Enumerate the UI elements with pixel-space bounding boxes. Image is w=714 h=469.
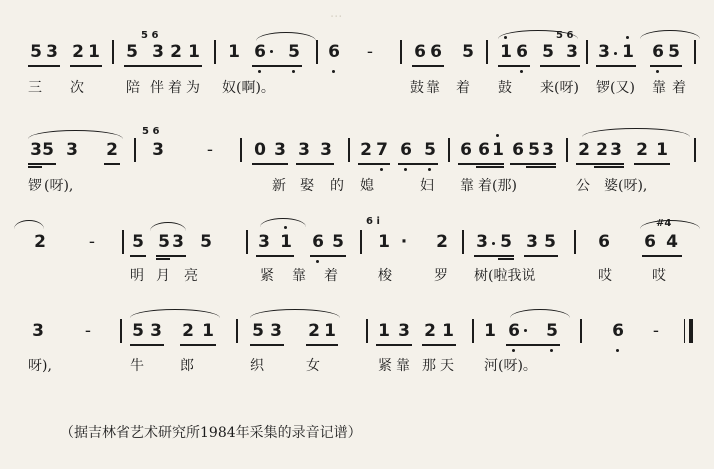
- notation-line: [0, 126, 714, 168]
- note: 5: [132, 232, 144, 252]
- grace-note: 6 i: [366, 216, 380, 227]
- lyric: 那: [422, 358, 436, 374]
- note: 3: [526, 232, 538, 252]
- note: 5: [424, 140, 436, 160]
- barline: [574, 230, 576, 254]
- dash-extension: -: [366, 42, 374, 62]
- augmentation-dot: [270, 50, 273, 53]
- note: 3: [298, 140, 310, 160]
- barline: [486, 40, 488, 64]
- lyric: 为: [186, 80, 200, 96]
- note: 5: [544, 232, 556, 252]
- note: 3: [274, 140, 286, 160]
- lyric: 奴(啊)。: [222, 80, 275, 96]
- note: 2: [424, 321, 436, 341]
- lyric: 河(呀)。: [484, 358, 537, 374]
- barline: [112, 40, 114, 64]
- slur: [250, 309, 340, 318]
- note: 3: [270, 321, 282, 341]
- lyrics-line: [0, 265, 714, 287]
- note: 3: [172, 232, 184, 252]
- lyric: 梭: [378, 268, 392, 284]
- final-barline-thick: [689, 319, 693, 343]
- lyric: 新: [272, 178, 286, 194]
- lyrics-line: [0, 77, 714, 99]
- note: 5: [462, 42, 474, 62]
- note: 2: [182, 321, 194, 341]
- underline-beam: [256, 255, 294, 257]
- barline: [400, 40, 402, 64]
- note: 5: [542, 42, 554, 62]
- notation-line: [0, 319, 714, 349]
- slur: [14, 220, 44, 229]
- note: 2: [636, 140, 648, 160]
- octave-dot: [626, 36, 629, 39]
- grace-note: #4: [656, 218, 672, 229]
- octave-dot: [656, 70, 659, 73]
- note: 1: [622, 42, 634, 62]
- lyric: 娶: [300, 178, 314, 194]
- barline: [580, 319, 582, 343]
- note: 2: [170, 42, 182, 62]
- note: 3: [152, 140, 164, 160]
- underline-beam: [498, 65, 530, 67]
- underline-beam: [130, 255, 146, 257]
- note: 1: [188, 42, 200, 62]
- octave-dot: [380, 168, 383, 171]
- bleed-through-text: ···: [330, 10, 343, 25]
- underline-beam: [474, 255, 514, 257]
- underline-beam: [28, 65, 60, 67]
- note: 1: [500, 42, 512, 62]
- underline-beam: [358, 163, 390, 165]
- lyrics-line: [0, 175, 714, 197]
- octave-dot: [616, 349, 619, 352]
- octave-dot: [404, 168, 407, 171]
- score-system-3: [0, 196, 714, 306]
- note: 5: [132, 321, 144, 341]
- underline-beam: [524, 255, 558, 257]
- barline: [134, 138, 136, 162]
- underline-beam: [498, 258, 514, 260]
- note: 3: [542, 140, 554, 160]
- underline-beam: [252, 65, 302, 67]
- note: 5: [500, 232, 512, 252]
- octave-dot: [550, 349, 553, 352]
- underline-beam: [506, 344, 560, 346]
- note: 3: [566, 42, 578, 62]
- barline: [246, 230, 248, 254]
- underline-beam: [156, 258, 170, 260]
- lyric: 靠: [460, 178, 474, 194]
- note: 7: [376, 140, 388, 160]
- note: 4: [666, 232, 678, 252]
- note: 5: [126, 42, 138, 62]
- augmentation-dot: [524, 329, 527, 332]
- underline-beam: [476, 166, 504, 168]
- barline: [694, 138, 696, 162]
- underline-beam: [594, 166, 624, 168]
- note: 1: [492, 140, 504, 160]
- dash-extension: -: [84, 321, 92, 341]
- lyric: 织: [250, 358, 264, 374]
- note: 3: [398, 321, 410, 341]
- barline: [120, 319, 122, 343]
- underline-beam: [28, 163, 56, 165]
- lyric: 陪: [126, 80, 140, 96]
- note: 5: [252, 321, 264, 341]
- score-system-1: [0, 0, 714, 110]
- note: 6: [512, 140, 524, 160]
- note: 6: [460, 140, 472, 160]
- note: 3: [32, 321, 44, 341]
- lyric: 着: [456, 80, 470, 96]
- underline-beam: [458, 163, 504, 165]
- lyric: 鼓: [498, 80, 512, 96]
- note: 1: [228, 42, 240, 62]
- lyric: 罗: [434, 268, 448, 284]
- final-barline-thin: [684, 319, 685, 343]
- lyric: 媳: [360, 178, 374, 194]
- note: 6: [400, 140, 412, 160]
- lyric: 锣(又): [596, 80, 635, 96]
- barline: [316, 40, 318, 64]
- lyric: 来(呀): [540, 80, 579, 96]
- note: 6: [414, 42, 426, 62]
- underline-beam: [650, 65, 682, 67]
- underline-beam: [634, 163, 670, 165]
- underline-beam: [510, 163, 556, 165]
- underline-beam: [310, 255, 346, 257]
- lyric: 紧: [260, 268, 274, 284]
- note: 3: [66, 140, 78, 160]
- barline: [214, 40, 216, 64]
- underline-beam: [252, 163, 288, 165]
- underline-beam: [540, 65, 580, 67]
- note: 2: [106, 140, 118, 160]
- lyric: 紧: [378, 358, 392, 374]
- underline-beam: [130, 344, 164, 346]
- note: 6: [612, 321, 624, 341]
- note: 6: [328, 42, 340, 62]
- note: 6: [430, 42, 442, 62]
- note: 5: [546, 321, 558, 341]
- lyric: 着: [168, 80, 182, 96]
- lyric: 靠: [652, 80, 666, 96]
- lyric: 着(那): [478, 178, 517, 194]
- octave-dot: [292, 70, 295, 73]
- underline-beam: [104, 163, 120, 165]
- barline: [586, 40, 588, 64]
- note: 6: [644, 232, 656, 252]
- lyric: 妇: [420, 178, 434, 194]
- octave-dot: [520, 70, 523, 73]
- underline-beam: [124, 65, 202, 67]
- note: 3: [152, 42, 164, 62]
- note: 0: [254, 140, 266, 160]
- augmentation-dot: [492, 242, 495, 245]
- lyric: 着: [324, 268, 338, 284]
- lyric: 天: [440, 358, 454, 374]
- barline: [472, 319, 474, 343]
- note: 1: [442, 321, 454, 341]
- lyric: 着: [672, 80, 686, 96]
- lyric: 靠: [396, 358, 410, 374]
- note: 1: [656, 140, 668, 160]
- note: 3: [610, 140, 622, 160]
- note: 2: [596, 140, 608, 160]
- note: 6: [652, 42, 664, 62]
- lyric: (呀),: [44, 178, 74, 194]
- notation-line: [0, 216, 714, 260]
- slur: [640, 30, 700, 39]
- underline-beam: [28, 166, 42, 168]
- note: 3: [598, 42, 610, 62]
- barline: [462, 230, 464, 254]
- lyric: 公: [576, 178, 590, 194]
- note: 2: [436, 232, 448, 252]
- note: 2: [34, 232, 46, 252]
- slur: [150, 222, 186, 231]
- underline-beam: [156, 255, 186, 257]
- underline-beam: [376, 344, 412, 346]
- underline-beam: [306, 344, 338, 346]
- grace-note: 5 6: [556, 30, 574, 41]
- lyric: 女: [306, 358, 320, 374]
- note: 3: [46, 42, 58, 62]
- note: 6: [254, 42, 266, 62]
- note: 3: [150, 321, 162, 341]
- note: 1: [484, 321, 496, 341]
- lyrics-line: [0, 355, 714, 377]
- note: 2: [308, 321, 320, 341]
- slur: [582, 128, 690, 137]
- underline-beam: [422, 344, 456, 346]
- grace-note: 5 6: [141, 30, 159, 41]
- underline-beam: [596, 65, 636, 67]
- underline-beam: [70, 65, 102, 67]
- lyric: 哎: [598, 268, 612, 284]
- octave-dot: [316, 260, 319, 263]
- note: 6: [516, 42, 528, 62]
- lyric: 牛: [130, 358, 144, 374]
- lyric: 靠: [426, 80, 440, 96]
- underline-beam: [576, 163, 624, 165]
- octave-dot: [258, 70, 261, 73]
- lyric: 婆(呀),: [604, 178, 648, 194]
- note: 6: [312, 232, 324, 252]
- dash-extension: -: [88, 232, 96, 252]
- note: 3: [258, 232, 270, 252]
- underline-beam: [398, 163, 438, 165]
- slur: [256, 32, 316, 41]
- slur: [640, 220, 700, 229]
- note: ·: [400, 232, 408, 252]
- barline: [236, 319, 238, 343]
- barline: [240, 138, 242, 162]
- lyric: 哎: [652, 268, 666, 284]
- note: 5: [158, 232, 170, 252]
- note: 1: [88, 42, 100, 62]
- slur: [510, 309, 570, 318]
- barline: [348, 138, 350, 162]
- note: 1: [280, 232, 292, 252]
- underline-beam: [412, 65, 444, 67]
- slur: [130, 309, 220, 318]
- underline-beam: [296, 163, 334, 165]
- underline-beam: [642, 255, 682, 257]
- barline: [122, 230, 124, 254]
- source-note: （据吉林省艺术研究所1984年采集的录音记谱）: [60, 425, 362, 441]
- lyric: 亮: [184, 268, 198, 284]
- lyric: 次: [70, 80, 84, 96]
- note: 1: [202, 321, 214, 341]
- lyric: 月: [156, 268, 170, 284]
- lyric: 呀),: [28, 358, 52, 374]
- note: 6: [478, 140, 490, 160]
- lyric: 鼓: [410, 80, 424, 96]
- underline-beam: [180, 344, 216, 346]
- lyric: 靠: [292, 268, 306, 284]
- barline: [694, 40, 696, 64]
- augmentation-dot: [614, 52, 617, 55]
- note: 1: [378, 321, 390, 341]
- note: 1: [378, 232, 390, 252]
- note: 1: [324, 321, 336, 341]
- slur: [260, 218, 306, 227]
- octave-dot: [496, 134, 499, 137]
- lyric: 的: [330, 178, 344, 194]
- note: 5: [332, 232, 344, 252]
- underline-beam: [526, 166, 556, 168]
- slur: [28, 130, 123, 139]
- note: 3: [476, 232, 488, 252]
- note: 3: [320, 140, 332, 160]
- lyric: 锣: [28, 178, 42, 194]
- lyric: 树(啦我说: [474, 268, 536, 284]
- lyric: 郎: [180, 358, 194, 374]
- underline-beam: [250, 344, 284, 346]
- score-system-2: [0, 100, 714, 210]
- barline: [566, 138, 568, 162]
- score-system-4: [0, 300, 714, 410]
- note: 6: [508, 321, 520, 341]
- note: 5: [200, 232, 212, 252]
- barline: [360, 230, 362, 254]
- note: 5: [30, 42, 42, 62]
- notation-line: [0, 30, 714, 70]
- barline: [448, 138, 450, 162]
- note: 2: [360, 140, 372, 160]
- note: 5: [668, 42, 680, 62]
- note: 2: [72, 42, 84, 62]
- dash-extension: -: [206, 140, 214, 160]
- note: 5: [528, 140, 540, 160]
- octave-dot: [428, 168, 431, 171]
- dash-extension: -: [652, 321, 660, 341]
- octave-dot: [332, 70, 335, 73]
- note: 6: [598, 232, 610, 252]
- lyric: 明: [130, 268, 144, 284]
- grace-note: 5 6: [142, 126, 160, 137]
- barline: [366, 319, 368, 343]
- note: 5: [42, 140, 54, 160]
- note: 3: [30, 140, 42, 160]
- note: 2: [578, 140, 590, 160]
- note: 5: [288, 42, 300, 62]
- lyric: 伴: [150, 80, 164, 96]
- octave-dot: [512, 349, 515, 352]
- lyric: 三: [28, 80, 42, 96]
